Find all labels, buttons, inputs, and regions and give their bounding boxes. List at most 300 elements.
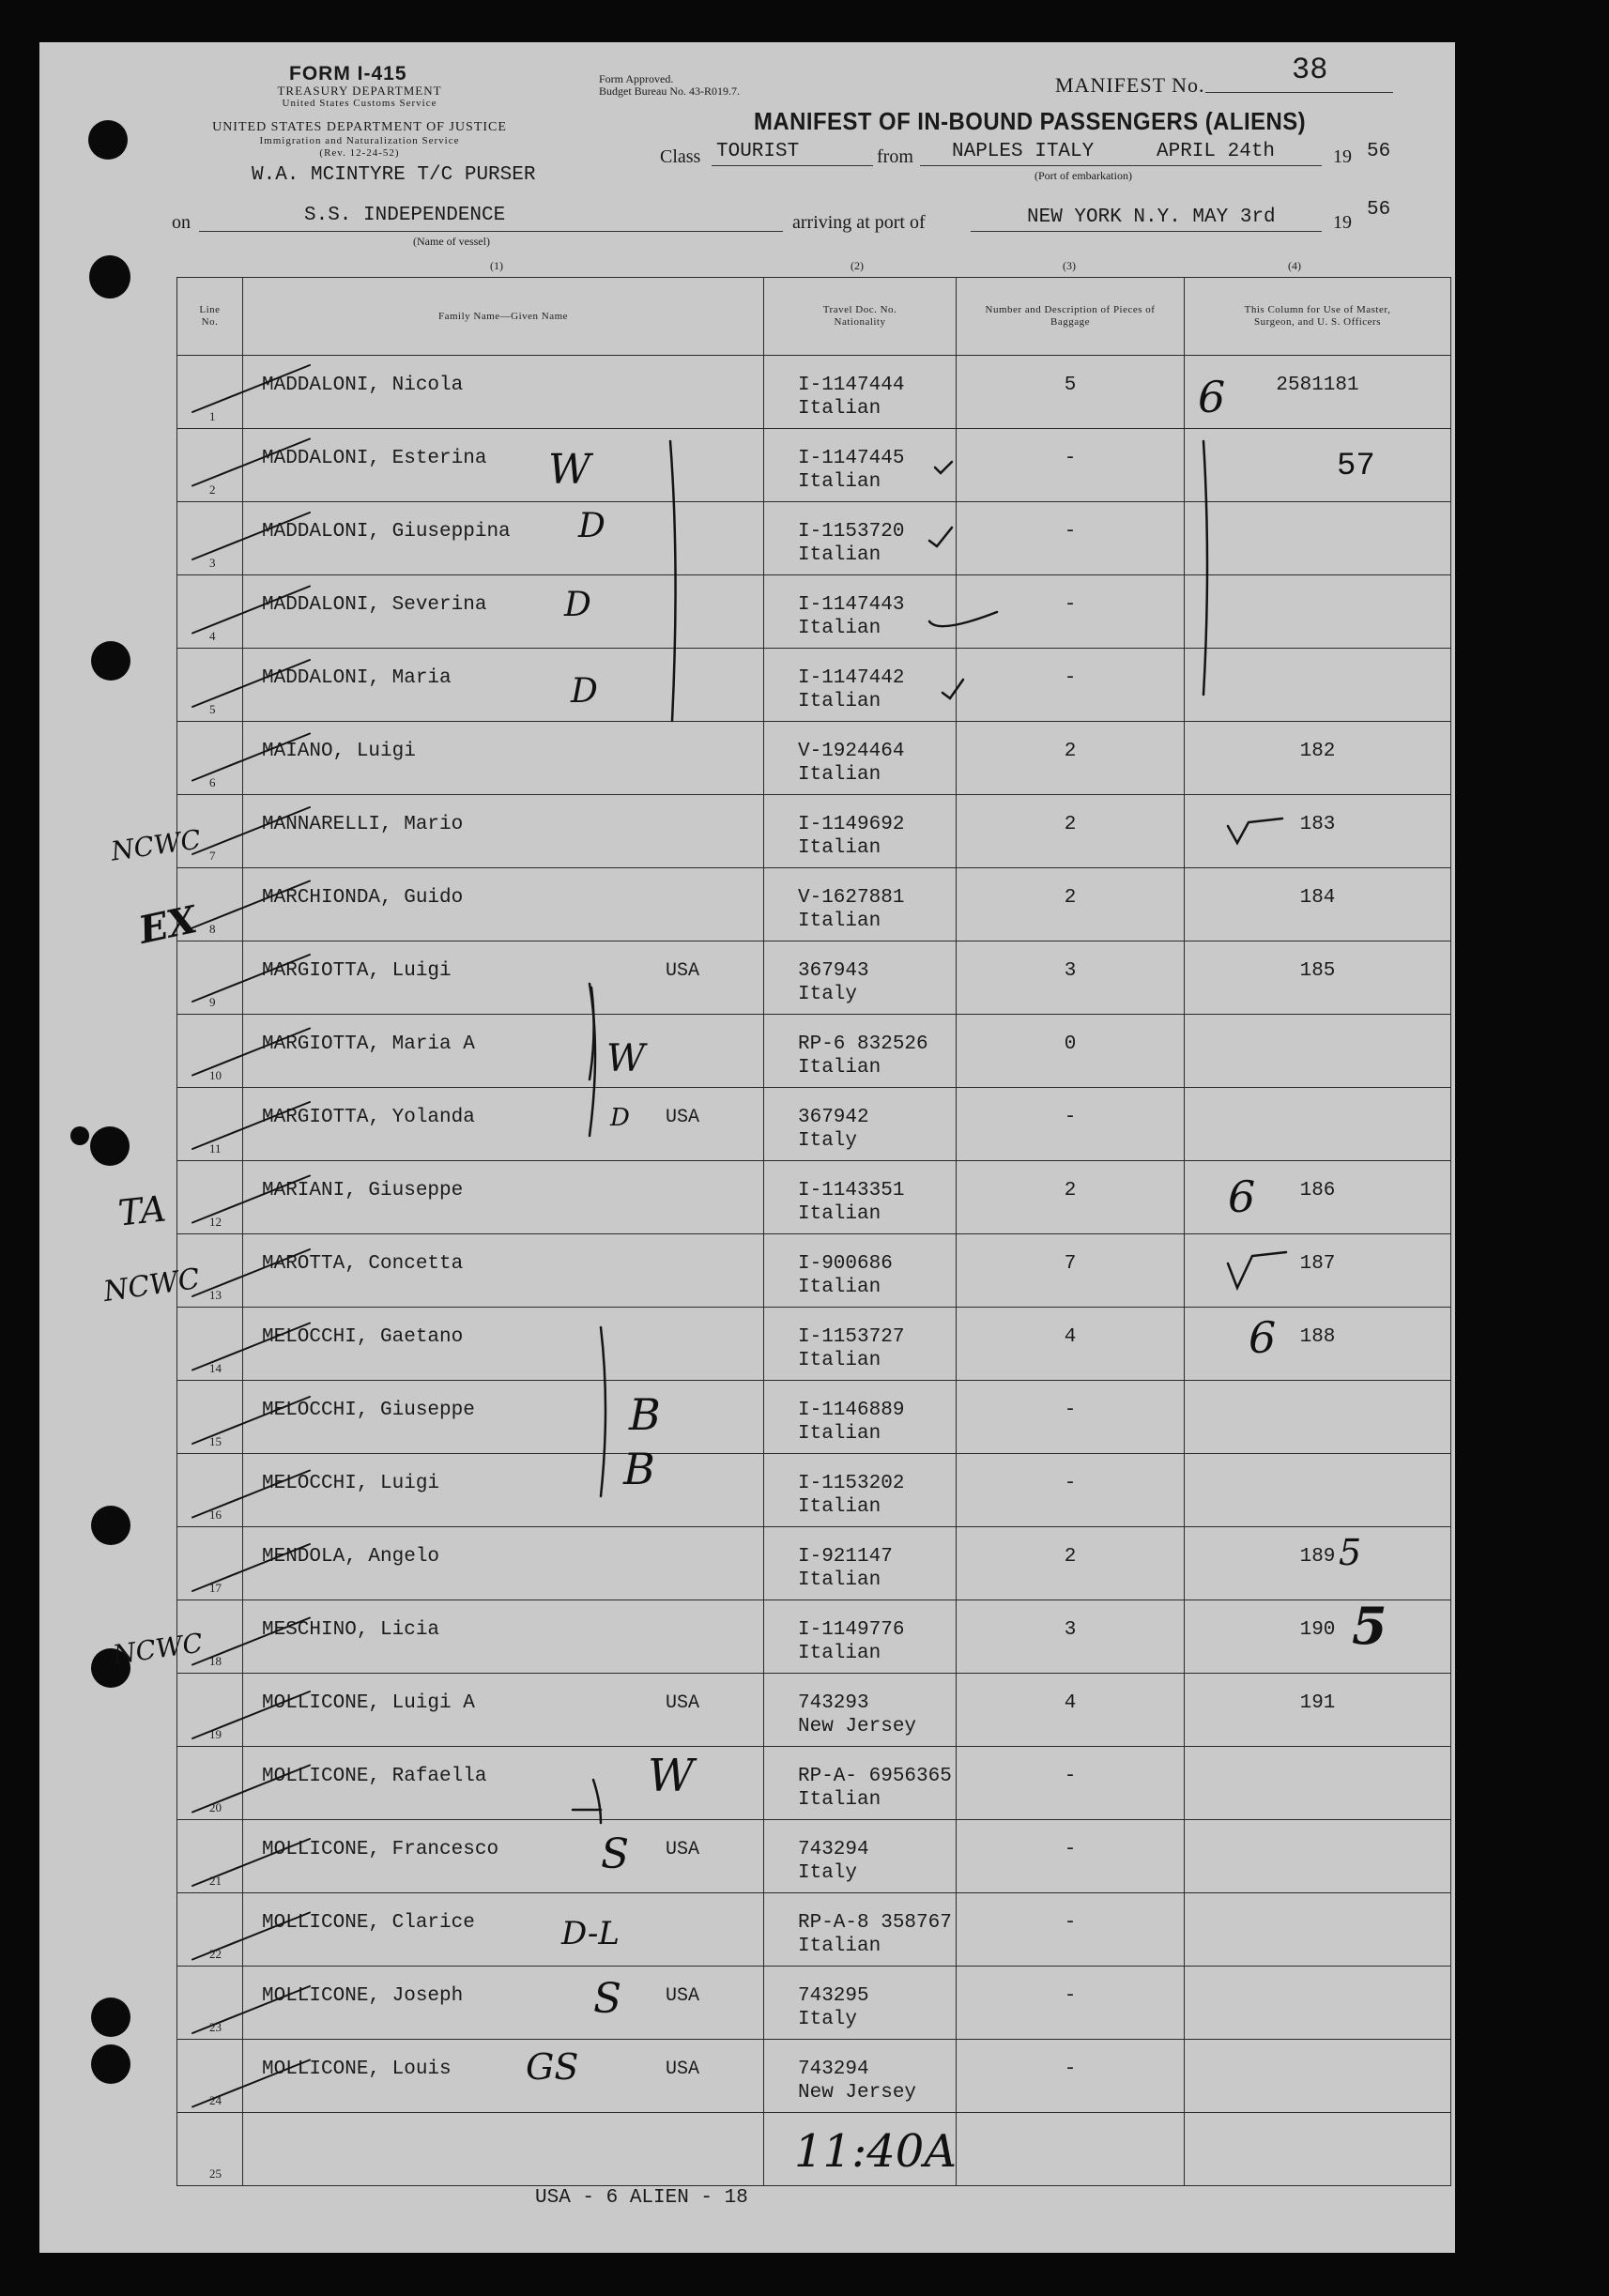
name-cell [243, 429, 764, 502]
col-header-officers-text: This Column for Use of Master, Surgeon, and U. S. Officers [1244, 304, 1391, 328]
citizenship: USA [666, 1839, 700, 1860]
year-2: 56 [1367, 199, 1391, 221]
line-cell [177, 1674, 243, 1747]
line-cell [177, 1015, 243, 1088]
travel-doc-number: I-1146889 [798, 1400, 905, 1421]
doc-cell [764, 356, 957, 429]
line-number: 7 [209, 849, 216, 863]
line-number: 12 [209, 1215, 222, 1229]
name-cell [243, 1527, 764, 1600]
citizenship: USA [666, 2059, 700, 2080]
baggage-cell [957, 1893, 1185, 1967]
travel-doc-number: RP-6 832526 [798, 1033, 928, 1055]
col-header-baggage-text: Number and Description of Pieces of Baggage [985, 304, 1156, 328]
line-number: 1 [209, 409, 216, 423]
punch-hole [89, 255, 130, 298]
doc-cell [764, 575, 957, 649]
class-label: Class [660, 146, 701, 167]
purser-name: W.A. MCINTYRE T/C PURSER [252, 164, 536, 186]
officer-cell [1185, 575, 1451, 649]
passenger-name: MADDALONI, Giuseppina [262, 521, 511, 543]
baggage-cell [957, 502, 1185, 575]
col-number-4: (4) [1288, 259, 1301, 272]
punch-hole [88, 120, 128, 160]
year-1: 56 [1367, 141, 1391, 162]
nationality: Italian [798, 1057, 881, 1079]
travel-doc-number: I-1153727 [798, 1326, 905, 1348]
approval-line-2: Budget Bureau No. 43-R019.7. [599, 84, 740, 98]
line-number: 2 [209, 482, 216, 497]
col-number-3: (3) [1063, 259, 1076, 272]
doc-cell [764, 1381, 957, 1454]
table-row [177, 1893, 1451, 1967]
travel-doc-number: V-1627881 [798, 887, 905, 909]
baggage-count: 7 [1064, 1253, 1077, 1275]
baggage-count: - [1064, 1473, 1077, 1494]
passenger-name: MOLLICONE, Rafaella [262, 1766, 487, 1787]
table-row [177, 1161, 1451, 1234]
table-row [177, 502, 1451, 575]
name-cell [243, 2040, 764, 2113]
table-row [177, 356, 1451, 429]
officer-cell [1185, 1234, 1451, 1308]
officer-cell [1185, 429, 1451, 502]
baggage-cell [957, 575, 1185, 649]
baggage-cell [957, 1674, 1185, 1747]
baggage-count: 3 [1064, 960, 1077, 982]
passenger-name: MADDALONI, Esterina [262, 448, 487, 469]
baggage-cell [957, 1161, 1185, 1234]
doc-cell [764, 1308, 957, 1381]
col-number-2: (2) [850, 259, 864, 272]
doc-cell [764, 1234, 957, 1308]
handwritten-5: 5 [1352, 1596, 1387, 1656]
passenger-name: MOLLICONE, Louis [262, 2059, 452, 2080]
doc-cell [764, 1674, 957, 1747]
baggage-count: - [1064, 1400, 1077, 1421]
baggage-count: - [1064, 1107, 1077, 1128]
doc-cell [764, 1600, 957, 1674]
table-row [177, 1747, 1451, 1820]
handwritten-6: 6 [1249, 1312, 1277, 1363]
doc-cell [764, 1161, 957, 1234]
line-cell [177, 722, 243, 795]
travel-doc-number: I-921147 [798, 1546, 893, 1568]
table-row [177, 1015, 1451, 1088]
line-cell [177, 1381, 243, 1454]
travel-doc-number: 367943 [798, 960, 869, 982]
baggage-count: - [1064, 521, 1077, 543]
nationality: Italian [798, 1643, 881, 1664]
line-cell [177, 1747, 243, 1820]
officer-cell [1185, 1820, 1451, 1893]
table-row [177, 1967, 1451, 2040]
baggage-count: 2 [1064, 741, 1077, 762]
line-cell [177, 429, 243, 502]
punch-hole [91, 1998, 130, 2037]
manifest-underline [1205, 92, 1393, 93]
nationality: Italian [798, 1350, 881, 1371]
manifest-title: MANIFEST OF IN-BOUND PASSENGERS (ALIENS) [754, 107, 1307, 135]
handwritten-5: 5 [1339, 1532, 1362, 1573]
line-cell [177, 1820, 243, 1893]
line-number: 3 [209, 556, 216, 570]
nationality: Italian [798, 544, 881, 566]
baggage-cell [957, 1527, 1185, 1600]
officer-cell [1185, 502, 1451, 575]
name-cell [243, 1967, 764, 2040]
baggage-count: - [1064, 667, 1077, 689]
vessel-note: (Name of vessel) [413, 235, 490, 248]
officer-number: 190 [1299, 1619, 1336, 1641]
table-header-row [177, 278, 1451, 356]
table-row [177, 722, 1451, 795]
nationality: Italy [798, 1130, 858, 1152]
baggage-count: - [1064, 1839, 1077, 1860]
table-row [177, 1454, 1451, 1527]
handwritten-time-stamp: 11:40A [794, 2125, 957, 2178]
line-cell [177, 941, 243, 1015]
passenger-name: MAIANO, Luigi [262, 741, 416, 762]
travel-doc-number: 743293 [798, 1692, 869, 1714]
passenger-name: MADDALONI, Severina [262, 594, 487, 616]
baggage-cell [957, 1308, 1185, 1381]
line-number: 6 [209, 775, 216, 789]
handwritten-ncwc-3: NCWC [111, 1627, 205, 1671]
baggage-cell [957, 1088, 1185, 1161]
officer-cell [1185, 1088, 1451, 1161]
line-number: 18 [209, 1654, 222, 1668]
nationality: Italian [798, 691, 881, 712]
line-cell [177, 649, 243, 722]
handwritten-57: 57 [1337, 449, 1375, 484]
arrival-port: NEW YORK N.Y. MAY 3rd [1027, 207, 1276, 228]
arriving-label: arriving at port of [792, 212, 926, 233]
baggage-cell [957, 1820, 1185, 1893]
col-header-doc-text: Travel Doc. No. Nationality [822, 304, 897, 328]
line-cell [177, 1161, 243, 1234]
ins-title: Immigration and Naturalization Service [259, 135, 460, 146]
travel-doc-number: 743294 [798, 1839, 869, 1860]
passenger-name: MARGIOTTA, Luigi [262, 960, 452, 982]
customs-service: United States Customs Service [282, 98, 437, 109]
officer-cell [1185, 722, 1451, 795]
officer-cell [1185, 1893, 1451, 1967]
passenger-name: MOLLICONE, Luigi A [262, 1692, 475, 1714]
nationality: New Jersey [798, 1716, 917, 1737]
handwritten-b: B [623, 1444, 655, 1494]
travel-doc-number: RP-A- 6956365 [798, 1766, 952, 1787]
nationality: Italian [798, 618, 881, 639]
from-label: from [877, 146, 913, 167]
line-number: 25 [209, 2166, 222, 2181]
handwritten-w: W [648, 1750, 695, 1802]
from-underline [920, 165, 1322, 166]
from-date: APRIL 24th [1157, 141, 1276, 162]
name-cell [243, 649, 764, 722]
table-row [177, 429, 1451, 502]
name-cell [243, 356, 764, 429]
passenger-name: MOLLICONE, Francesco [262, 1839, 499, 1860]
officer-cell [1185, 2113, 1451, 2186]
baggage-cell [957, 1747, 1185, 1820]
baggage-cell [957, 941, 1185, 1015]
punch-hole [91, 641, 130, 681]
passenger-name: MELOCCHI, Giuseppe [262, 1400, 475, 1421]
baggage-count: 2 [1064, 887, 1077, 909]
line-number: 21 [209, 1874, 222, 1888]
handwritten-ta: TA [115, 1187, 168, 1234]
officer-cell [1185, 1161, 1451, 1234]
table-row [177, 575, 1451, 649]
officer-cell [1185, 1381, 1451, 1454]
nationality: Italy [798, 2009, 858, 2030]
handwritten-d: D [578, 507, 605, 545]
line-number: 23 [209, 2020, 222, 2034]
nationality: Italian [798, 1936, 881, 1957]
officer-number: 189 [1299, 1546, 1336, 1568]
travel-doc-number: I-1147442 [798, 667, 905, 689]
handwritten-dl: D-L [561, 1915, 620, 1952]
nationality: Italian [798, 1423, 881, 1445]
passenger-name: MADDALONI, Maria [262, 667, 452, 689]
baggage-count: 4 [1064, 1326, 1077, 1348]
passenger-name: MENDOLA, Angelo [262, 1546, 440, 1568]
doc-cell [764, 795, 957, 868]
nationality: Italian [798, 1789, 881, 1811]
name-cell [243, 1015, 764, 1088]
baggage-count: 0 [1064, 1033, 1077, 1055]
form-number: FORM I-415 [289, 63, 407, 84]
travel-doc-number: I-1143351 [798, 1180, 905, 1202]
citizenship: USA [666, 1985, 700, 2007]
citizenship: USA [666, 1692, 700, 1714]
line-number: 22 [209, 1947, 222, 1961]
name-cell [243, 575, 764, 649]
manifest-number: 38 [1292, 53, 1328, 87]
name-cell [243, 1381, 764, 1454]
passenger-name: MARGIOTTA, Maria A [262, 1033, 475, 1055]
punch-hole [91, 2044, 130, 2084]
table-row [177, 941, 1451, 1015]
line-cell [177, 1967, 243, 2040]
doc-cell [764, 868, 957, 941]
officer-number: 187 [1299, 1253, 1336, 1275]
passenger-name: MOLLICONE, Clarice [262, 1912, 475, 1934]
name-cell [243, 722, 764, 795]
baggage-count: 2 [1064, 1546, 1077, 1568]
handwritten-gs: GS [526, 2046, 579, 2088]
baggage-cell [957, 1015, 1185, 1088]
name-cell [243, 1161, 764, 1234]
passenger-name: MADDALONI, Nicola [262, 375, 464, 396]
handwritten-ncwc-2: NCWC [101, 1263, 202, 1309]
name-cell [243, 1893, 764, 1967]
col-number-1: (1) [490, 259, 503, 272]
baggage-cell [957, 868, 1185, 941]
table-row [177, 795, 1451, 868]
line-number: 9 [209, 995, 216, 1009]
handwritten-s: S [601, 1830, 630, 1878]
nationality: Italian [798, 764, 881, 786]
baggage-cell [957, 1381, 1185, 1454]
passenger-name: MAROTTA, Concetta [262, 1253, 464, 1275]
handwritten-6: 6 [1198, 372, 1226, 422]
baggage-count: - [1064, 1766, 1077, 1787]
passenger-name: MARIANI, Giuseppe [262, 1180, 464, 1202]
nationality: Italian [798, 1277, 881, 1298]
handwritten-b: B [629, 1389, 661, 1440]
officer-number: 186 [1299, 1180, 1336, 1202]
baggage-count: - [1064, 1912, 1077, 1934]
doc-cell [764, 941, 957, 1015]
baggage-cell [957, 2040, 1185, 2113]
travel-doc-number: I-1149776 [798, 1619, 905, 1641]
baggage-count: 2 [1064, 814, 1077, 835]
nationality: Italy [798, 984, 858, 1005]
line-number: 5 [209, 702, 216, 716]
line-number: 16 [209, 1508, 222, 1522]
line-cell [177, 2040, 243, 2113]
line-number: 24 [209, 2093, 222, 2107]
name-cell [243, 1088, 764, 1161]
line-number: 17 [209, 1581, 222, 1595]
name-cell [243, 2113, 764, 2186]
class-value: TOURIST [716, 141, 800, 162]
passenger-name: MESCHINO, Licia [262, 1619, 440, 1641]
handwritten-ex: EX [134, 897, 201, 953]
officer-cell [1185, 1015, 1451, 1088]
travel-doc-number: I-1147444 [798, 375, 905, 396]
baggage-count: 4 [1064, 1692, 1077, 1714]
arrival-underline [971, 231, 1322, 232]
line-cell [177, 1527, 243, 1600]
name-cell [243, 1674, 764, 1747]
name-cell [243, 1454, 764, 1527]
col-header-officers [1185, 278, 1451, 356]
officer-number: 191 [1299, 1692, 1336, 1714]
table-row [177, 649, 1451, 722]
travel-doc-number: 743294 [798, 2059, 869, 2080]
handwritten-s: S [593, 1975, 622, 2023]
line-number: 11 [209, 1141, 222, 1156]
table-row [177, 1820, 1451, 1893]
handwritten-w: W [606, 1037, 646, 1080]
line-number: 10 [209, 1068, 222, 1082]
doj-title: UNITED STATES DEPARTMENT OF JUSTICE [212, 120, 507, 134]
doc-cell [764, 429, 957, 502]
name-cell [243, 795, 764, 868]
travel-doc-number: 367942 [798, 1107, 869, 1128]
baggage-count: 5 [1064, 375, 1077, 396]
handwritten-d: D [610, 1104, 630, 1132]
line-cell [177, 2113, 243, 2186]
doc-cell [764, 722, 957, 795]
line-cell [177, 1893, 243, 1967]
doc-cell [764, 1088, 957, 1161]
baggage-cell [957, 356, 1185, 429]
line-number: 14 [209, 1361, 222, 1375]
doc-cell [764, 1015, 957, 1088]
line-cell [177, 502, 243, 575]
year-prefix-1: 19 [1333, 146, 1352, 167]
handwritten-ncwc: NCWC [109, 823, 203, 867]
nationality: New Jersey [798, 2082, 917, 2104]
on-label: on [172, 212, 191, 233]
handwritten-d: D [564, 586, 591, 624]
baggage-count: 2 [1064, 1180, 1077, 1202]
line-cell [177, 1454, 243, 1527]
officer-number: 185 [1299, 960, 1336, 982]
travel-doc-number: I-1149692 [798, 814, 905, 835]
baggage-cell [957, 1967, 1185, 2040]
travel-doc-number: I-1147445 [798, 448, 905, 469]
footer-totals: USA - 6 ALIEN - 18 [535, 2187, 748, 2209]
table-row [177, 1674, 1451, 1747]
nationality: Italian [798, 911, 881, 932]
name-cell [243, 1820, 764, 1893]
name-cell [243, 1308, 764, 1381]
baggage-count: - [1064, 2059, 1077, 2080]
table-row [177, 868, 1451, 941]
baggage-cell [957, 1600, 1185, 1674]
nationality: Italy [798, 1862, 858, 1884]
baggage-count: 3 [1064, 1619, 1077, 1641]
baggage-count: - [1064, 1985, 1077, 2007]
doc-cell [764, 1820, 957, 1893]
table-row [177, 1088, 1451, 1161]
form-revision: (Rev. 12-24-52) [319, 147, 400, 159]
officer-cell [1185, 795, 1451, 868]
officer-cell [1185, 2040, 1451, 2113]
doc-cell [764, 649, 957, 722]
col-header-line [177, 278, 243, 356]
doc-cell [764, 502, 957, 575]
handwritten-w: W [548, 446, 591, 494]
baggage-cell [957, 1454, 1185, 1527]
table-row [177, 1234, 1451, 1308]
punch-hole [90, 1126, 130, 1166]
doc-cell [764, 1527, 957, 1600]
col-header-name: Family Name—Given Name [243, 278, 764, 356]
class-underline [712, 165, 873, 166]
doc-cell [764, 1454, 957, 1527]
travel-doc-number: 743295 [798, 1985, 869, 2007]
line-number: 15 [209, 1434, 222, 1448]
baggage-count: - [1064, 448, 1077, 469]
officer-cell [1185, 1600, 1451, 1674]
baggage-count: - [1064, 594, 1077, 616]
baggage-cell [957, 429, 1185, 502]
officer-number: 182 [1299, 741, 1336, 762]
manifest-label: MANIFEST No. [1055, 73, 1205, 97]
citizenship: USA [666, 960, 700, 982]
line-number: 4 [209, 629, 216, 643]
nationality: Italian [798, 1496, 881, 1518]
doc-cell [764, 1747, 957, 1820]
officer-cell [1185, 1674, 1451, 1747]
passenger-table [176, 277, 1451, 2186]
travel-doc-number: I-900686 [798, 1253, 893, 1275]
punch-hole [91, 1506, 130, 1545]
travel-doc-number: V-1924464 [798, 741, 905, 762]
col-header-line-text: Line No. [199, 304, 221, 328]
nationality: Italian [798, 1569, 881, 1591]
name-cell [243, 1600, 764, 1674]
passenger-name: MOLLICONE, Joseph [262, 1985, 464, 2007]
table-row [177, 1527, 1451, 1600]
officer-number: 188 [1299, 1326, 1336, 1348]
